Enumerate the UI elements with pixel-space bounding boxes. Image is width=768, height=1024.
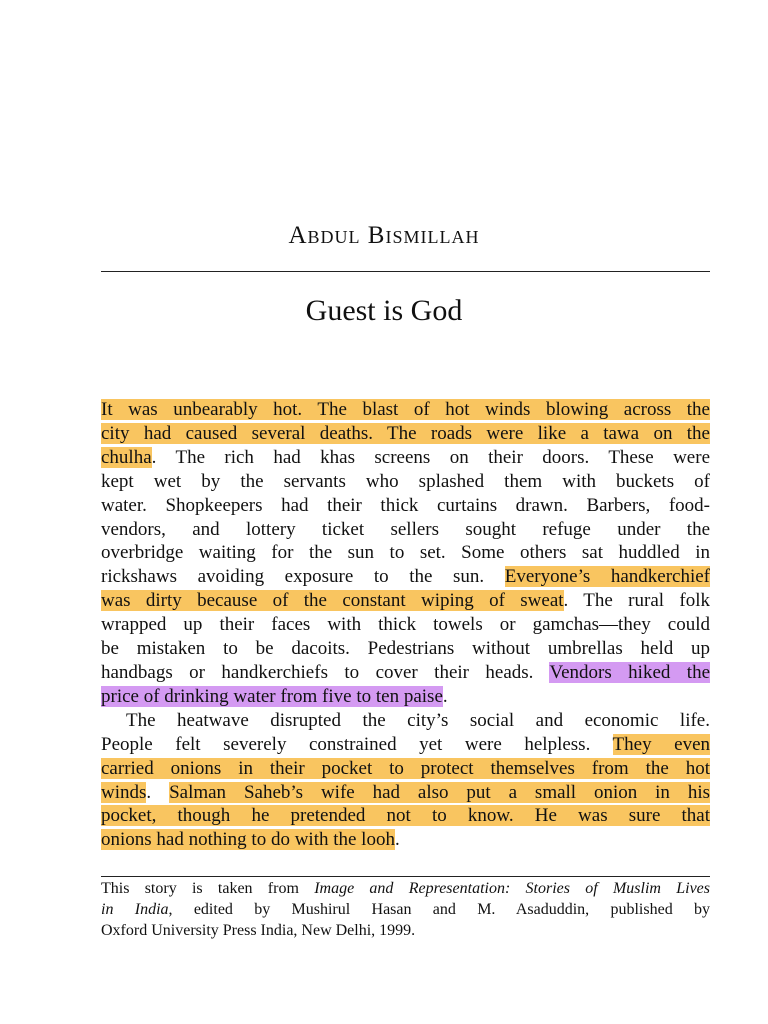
highlight-purple: Vendors hiked the [549,661,710,683]
story-line: be mistaken to be dacoits. Pedestrians without umbrellas held up [101,638,710,660]
highlight-yellow: Salman Saheb’s wife had also put a small onion in his [169,781,710,803]
story-line: wrapped up their faces with thick towels or gamchas—they could [101,614,710,636]
story-line: overbridge waiting for the sun to set. Some others sat huddled in [101,542,710,564]
story-line: water. Shopkeepers had their thick curtains drawn. Barbers, food- [101,494,710,516]
story-text: handbags or handkerchiefs to cover their heads. [101,661,550,683]
footnote-text: This story is taken from [101,880,315,897]
story-line [101,661,710,685]
story-text: . The rich had khas screens on their doors. These were [151,446,710,468]
footnote-book-title: Image and Representation: Stories of Muslim Lives [314,880,711,897]
story-text: . [442,685,448,707]
story-text: . The rural folk [563,590,710,612]
story-line [101,422,710,446]
header-divider [101,271,710,272]
story-line [101,446,710,470]
highlight-yellow: They even [612,733,711,755]
story-line [101,589,710,613]
author-name: Abdul Bismillah [288,222,480,249]
footnote-book-title-cont: in India [101,901,169,918]
footnote-line [101,899,710,920]
footnote [101,878,710,941]
story-line [101,804,710,828]
highlight-yellow: was dirty because of the constant wiping of sweat [101,590,564,612]
story-line [101,565,710,589]
story-line [101,828,710,852]
highlight-yellow: city had caused several deaths. The roads were like a tawa on the [101,422,710,444]
highlight-yellow: chulha [101,446,152,468]
story-text: rickshaws avoiding exposure to the sun. [101,566,505,588]
story-line [101,733,710,757]
highlight-yellow: Everyone’s handkerchief [504,566,710,588]
highlight-yellow: pocket, though he pretended not to know. He was sure that [101,805,710,827]
story-text: . [146,781,170,803]
highlight-purple: price of drinking water from five to ten paise [101,685,443,707]
footnote-text: , edited by Mushirul Hasan and M. Asaduddin, published by [168,901,711,918]
story-title: Guest is God [305,294,463,327]
footnote-line: Oxford University Press India, New Delhi, 1999. [101,922,416,939]
footnote-divider [101,876,710,877]
story-line [101,398,710,422]
highlight-yellow: winds [101,781,147,803]
story-text: People felt severely constrained yet were helpless. [101,733,613,755]
story-line [101,781,710,805]
story-line: kept wet by the servants who splashed them with buckets of [101,470,710,492]
story-text: . [394,829,400,851]
story-line [101,685,710,709]
footnote-line [101,878,710,899]
highlight-yellow: carried onions in their pocket to protect themselves from the hot [101,757,710,779]
story-body [101,398,710,852]
story-line [101,757,710,781]
highlight-yellow: It was unbearably hot. The blast of hot winds blowing across the [101,399,710,420]
story-line: The heatwave disrupted the city’s social and economic life. [126,709,710,731]
highlight-yellow: onions had nothing to do with the looh [101,829,395,851]
story-line: vendors, and lottery ticket sellers sought refuge under the [101,518,710,540]
